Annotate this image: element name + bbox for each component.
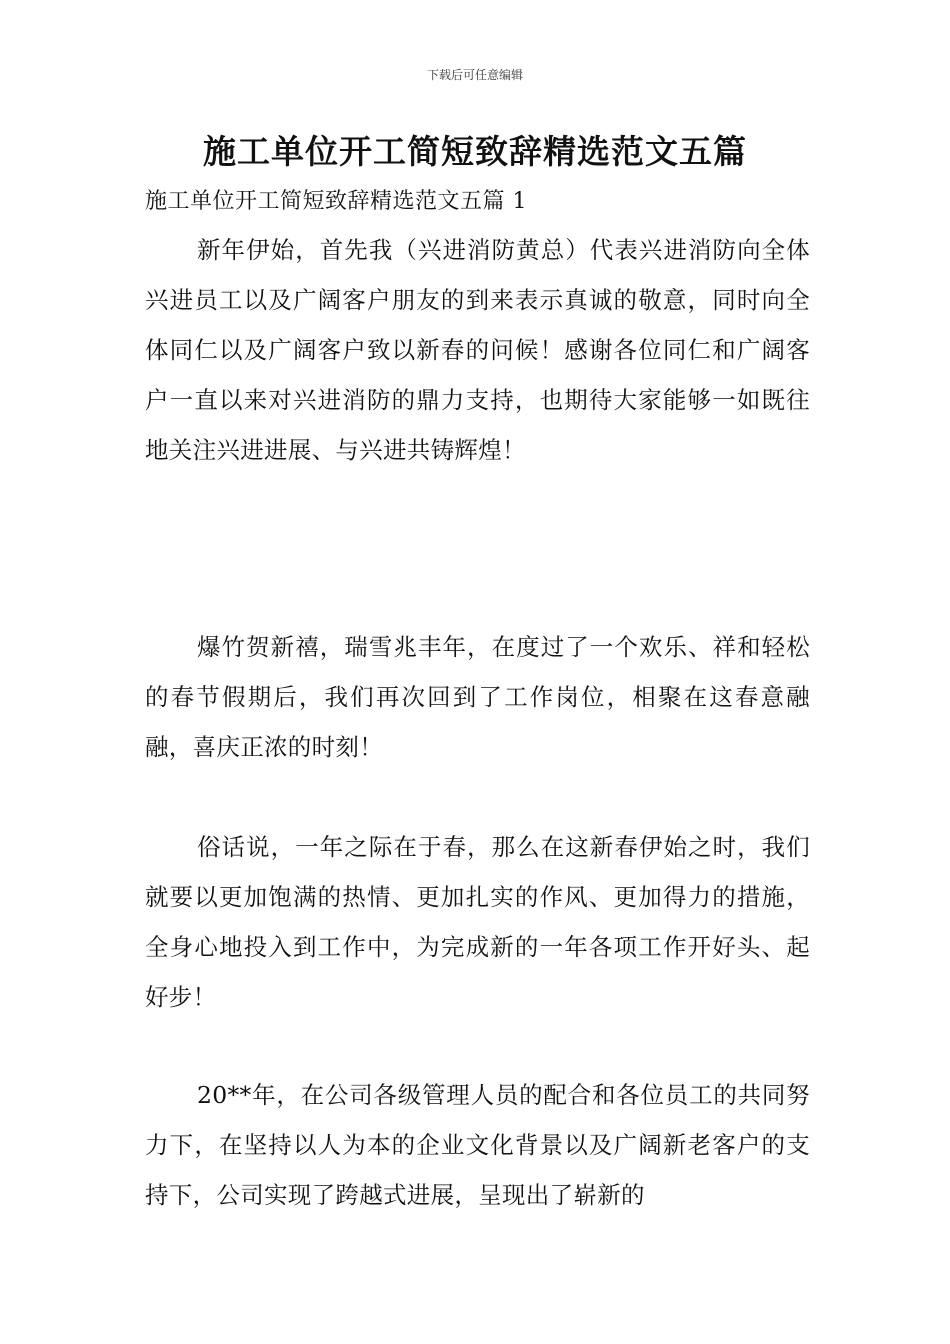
document-title: 施工单位开工简短致辞精选范文五篇 <box>203 132 747 171</box>
paragraph-4: 20**年，在公司各级管理人员的配合和各位员工的共同努力下，在坚持以人为本的企业文化背景以及广阔新老客户的支持下，公司实现了跨越式进展，呈现出了崭新的 <box>145 1081 810 1209</box>
paragraph-2: 爆竹贺新禧，瑞雪兆丰年，在度过了一个欢乐、祥和轻松的春节假期后，我们再次回到了工作岗位，相聚在这春意融融，喜庆正浓的时刻！ <box>145 633 810 761</box>
section-heading: 施工单位开工简短致辞精选范文五篇 1 <box>145 189 527 214</box>
paragraph-3: 俗话说，一年之际在于春，那么在这新春伊始之时，我们就要以更加饱满的热情、更加扎实的作风、更加得力的措施，全身心地投入到工作中，为完成新的一年各项工作开好头、起好步！ <box>145 833 810 1011</box>
paragraph-1: 新年伊始，首先我（兴进消防黄总）代表兴进消防向全体兴进员工以及广阔客户朋友的到来表示真诚的敬意，同时向全体同仁以及广阔客户致以新春的问候！感谢各位同仁和广阔客户一直以来对兴进消防的鼎力支持，也期待大家能够一如既往地关注兴进进展、与兴进共铸辉煌！ <box>145 236 810 464</box>
header-note: 下载后可任意编辑 <box>426 68 523 82</box>
